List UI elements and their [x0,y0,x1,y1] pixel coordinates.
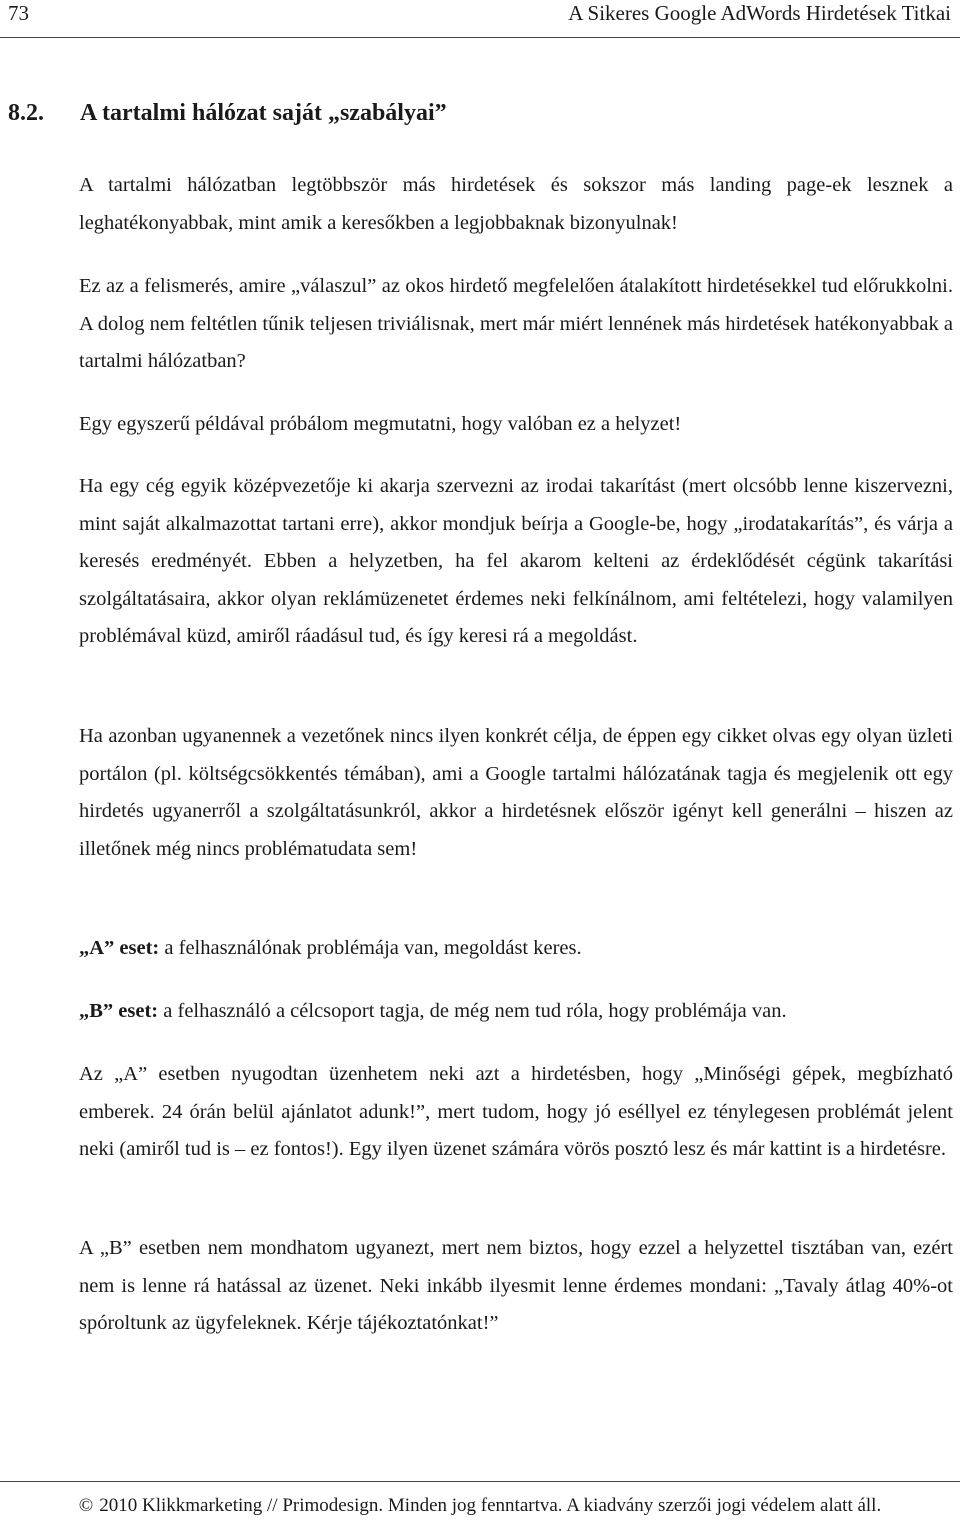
running-title: A Sikeres Google AdWords Hirdetések Titkai [568,1,951,25]
body-paragraph-3 [79,406,953,444]
body-paragraph-1 [79,167,953,242]
header-divider [0,37,960,38]
section-title: A tartalmi hálózat saját „szabályai” [80,100,447,126]
body-paragraph-2 [79,268,953,381]
copyright-icon: © [78,1495,94,1516]
footer-divider [0,1481,960,1482]
page-footer [0,1494,960,1518]
footer-text: 2010 Klikkmarketing // Primodesign. Minden jog fenntartva. A kiadvány szerzői jogi védelem alatt áll. [99,1495,882,1516]
case-b-paragraph [79,993,953,1031]
case-b-text: a felhasználó a célcsoport tagja, de még nem tud róla, hogy problémája van. [158,1000,787,1022]
case-b-label: „B” eset: [79,1000,159,1022]
section-heading [8,98,447,128]
case-a-label: „A” eset: [79,937,160,959]
paragraph-text: Ez az a felismerés, amire „válaszul” az okos hirdető megfelelően átalakított hirdetésekkel tud előrukkolni. A dolog nem feltétlen tűnik teljesen triviálisnak, mert már miért lennének más hirdetések hatékonyabbak a tartalmi hálózatban? [79,275,953,373]
body-paragraph-9 [79,1230,953,1343]
paragraph-text: A „B” esetben nem mondhatom ugyanezt, mert nem biztos, hogy ezzel a helyzettel tisztában van, ezért nem is lenne rá hatással az üzenet. Neki inkább ilyesmit lenne érdemes mondani: „Tavaly átlag 40%-ot spóroltunk az ügyfeleknek. Kérje tájékoztatónkat!” [79,1237,953,1335]
section-number: 8.2. [8,100,44,126]
body-paragraph-8 [79,1056,953,1169]
page-number: 73 [8,1,29,25]
case-a-paragraph [79,930,953,968]
case-a-text: a felhasználónak problémája van, megoldást keres. [159,937,582,959]
paragraph-text: Ha azonban ugyanennek a vezetőnek nincs ilyen konkrét célja, de éppen egy cikket olvas egy olyan üzleti portálon (pl. költségcsökkentés témában), ami a Google tartalmi hálózatának tagja és megjelenik ott egy hirdetés ugyanerről a szolgáltatásunkról, akkor a hirdetésnek először igényt kell generálni – hiszen az illetőnek még nincs problématudata sem! [79,725,953,860]
body-paragraph-5 [79,718,953,868]
paragraph-text: Egy egyszerű példával próbálom megmutatni, hogy valóban ez a helyzet! [79,413,682,435]
paragraph-text: Az „A” esetben nyugodtan üzenhetem neki azt a hirdetésben, hogy „Minőségi gépek, megbízható emberek. 24 órán belül ajánlatot adunk!”, mert tudom, hogy jó eséllyel ez ténylegesen problémát jelent neki (amiről tud is – ez fontos!). Egy ilyen üzenet számára vörös posztó lesz és már kattint is a hirdetésre. [79,1063,953,1161]
paragraph-text: A tartalmi hálózatban legtöbbször más hirdetések és sokszor más landing page-ek lesznek a leghatékonyabbak, mint amik a keresőkben a legjobbaknak bizonyulnak! [79,174,953,234]
paragraph-text: Ha egy cég egyik középvezetője ki akarja szervezni az irodai takarítást (mert olcsóbb lenne kiszervezni, mint saját alkalmazottat tartani erre), akkor mondjuk beírja a Google-be, hogy „irodatakarítás”, és várja a keresés eredményét. Ebben a helyzetben, ha fel akarom kelteni az érdeklődését cégünk takarítási szolgáltatásaira, akkor olyan reklámüzenetet érdemes neki felkínálnom, ami feltételezi, hogy valamilyen problémával küzd, amiről ráadásul tud, és így keresi rá a megoldást. [79,475,953,648]
page-header [0,0,960,38]
body-paragraph-4 [79,468,953,656]
